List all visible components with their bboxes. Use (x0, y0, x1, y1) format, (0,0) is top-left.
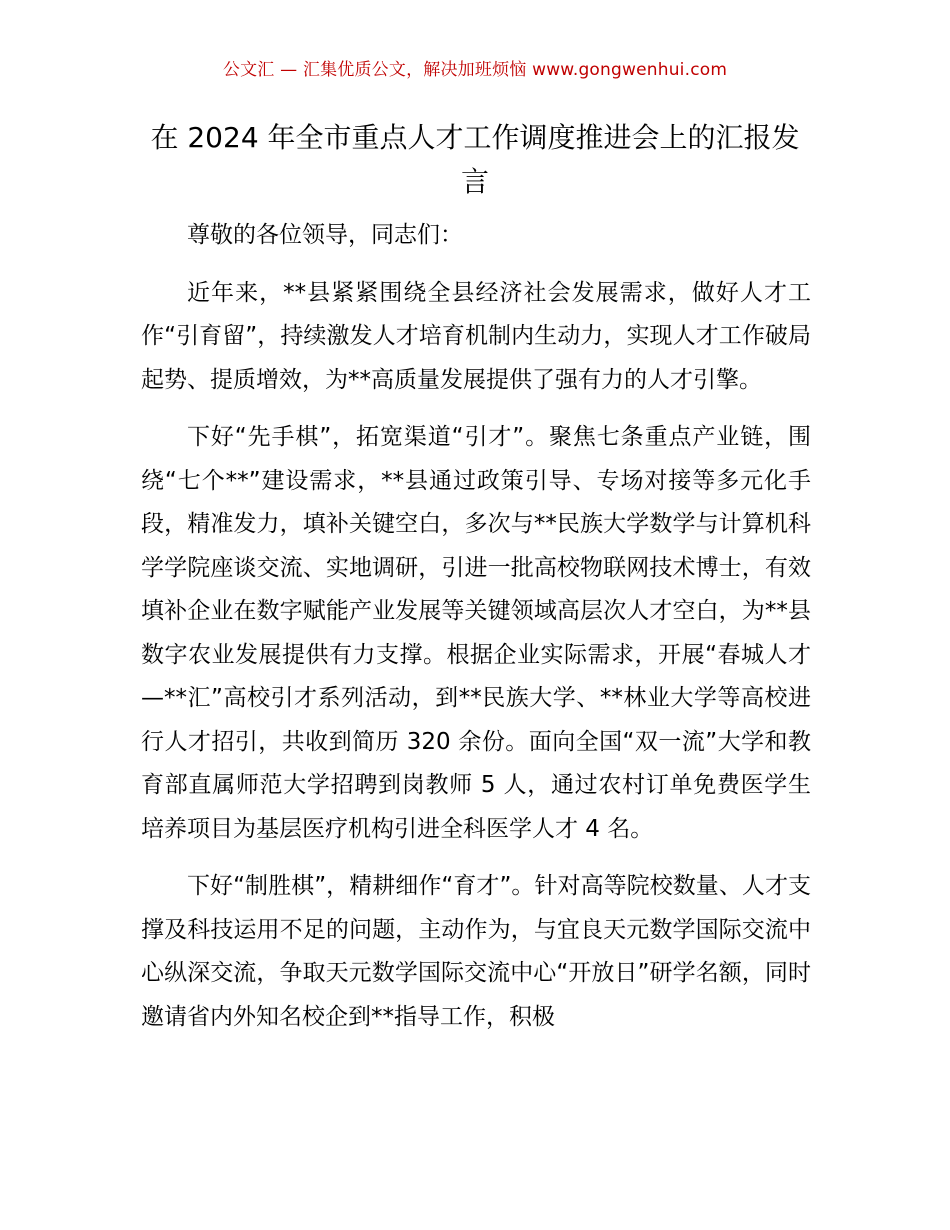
body-paragraph: 近年来，**县紧紧围绕全县经济社会发展需求，做好人才工作“引育留”，持续激发人才培育机制内生动力，实现人才工作破局起势、提质增效，为**高质量发展提供了强有力的人才引擎。 (141, 279, 811, 393)
salutation-paragraph: 尊敬的各位领导，同志们： (187, 222, 463, 248)
site-header-banner: 公文汇 — 汇集优质公文，解决加班烦恼 www.gongwenhui.com (222, 60, 728, 80)
body-paragraph: 下好“制胜棋”，精耕细作“育才”。针对高等院校数量、人才支撑及科技运用不足的问题，主动作为，与宜良天元数学国际交流中心纵深交流，争取天元数学国际交流中心“开放日”研学名额，同时邀请省内外知名校企到**指导工作，积极 (141, 873, 811, 1030)
document-title: 在 2024 年全市重点人才工作调度推进会上的汇报发言 (150, 121, 800, 198)
body-paragraph: 下好“先手棋”，拓宽渠道“引才”。聚焦七条重点产业链，围绕“七个**”建设需求，**县通过政策引导、专场对接等多元化手段，精准发力，填补关键空白，多次与**民族大学数学与计算机科学学院座谈交流、实地调研，引进一批高校物联网技术博士，有效填补企业在数字赋能产业发展等关键领域高层次人才空白，为**县数字农业发展提供有力支撑。根据企业实际需求，开展“春城人才—**汇”高校引才系列活动，到**民族大学、**林业大学等高校进行人才招引，共收到简历 320 余份。面向全国“双一流”大学和教育部直属师范大学招聘到岗教师 5 人，通过农村订单免费医学生培养项目为基层医疗机构引进全科医学人才 4 名。 (141, 424, 811, 842)
document-body (141, 214, 811, 1053)
